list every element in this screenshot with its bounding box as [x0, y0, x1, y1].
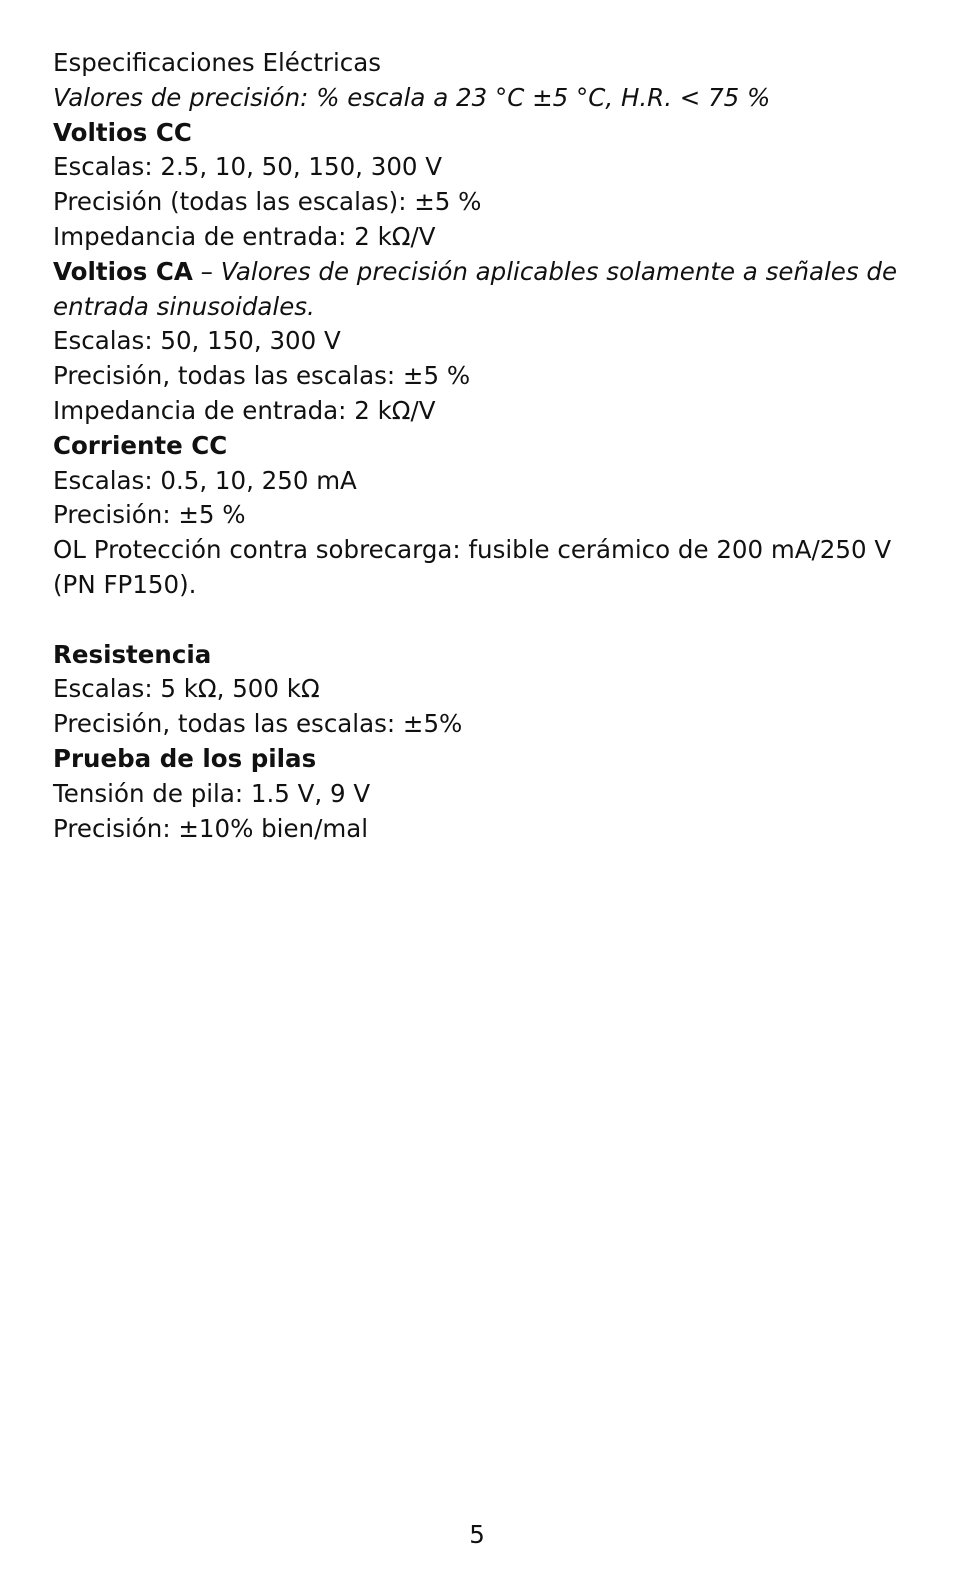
ac-volts-note: Valores de precisión aplicables solamente a señales de entrada sinusoidales. — [53, 256, 898, 321]
accuracy-note: Valores de precisión: % escala a 23 °C ±5 °C, H.R. < 75 % — [53, 82, 771, 112]
battery-test-title: Prueba de los pilas — [53, 743, 317, 773]
ac-volts-header — [53, 255, 913, 325]
ac-volts-accuracy: Precisión, todas las escalas: ±5 % — [53, 361, 471, 391]
resistance-title: Resistencia — [53, 639, 212, 669]
section-spacer — [53, 603, 913, 638]
ac-volts-title: Voltios CA — [53, 256, 193, 286]
ac-volts-ranges: Escalas: 50, 150, 300 V — [53, 326, 341, 356]
battery-test-accuracy: Precisión: ±10% bien/mal — [53, 813, 369, 843]
ac-volts-dash: – — [192, 256, 221, 286]
dc-current-accuracy: Precisión: ±5 % — [53, 500, 246, 530]
section-heading: Especificaciones Eléctricas — [53, 48, 382, 77]
dc-volts-title: Voltios CC — [53, 117, 192, 147]
ac-volts-impedance: Impedancia de entrada: 2 kΩ/V — [53, 395, 436, 425]
page-number: 5 — [469, 1520, 485, 1549]
dc-volts-impedance: Impedancia de entrada: 2 kΩ/V — [53, 221, 436, 251]
battery-test-voltage: Tensión de pila: 1.5 V, 9 V — [53, 778, 371, 808]
dc-volts-accuracy: Precisión (todas las escalas): ±5 % — [53, 187, 482, 217]
resistance-ranges: Escalas: 5 kΩ, 500 kΩ — [53, 674, 320, 704]
spec-content — [53, 46, 913, 846]
dc-volts-ranges: Escalas: 2.5, 10, 50, 150, 300 V — [53, 152, 443, 182]
dc-current-title: Corriente CC — [53, 430, 228, 460]
dc-current-ranges: Escalas: 0.5, 10, 250 mA — [53, 465, 357, 495]
resistance-accuracy: Precisión, todas las escalas: ±5% — [53, 709, 463, 739]
dc-current-protection: OL Protección contra sobrecarga: fusible cerámico de 200 mA/250 V (PN FP150). — [53, 535, 892, 599]
